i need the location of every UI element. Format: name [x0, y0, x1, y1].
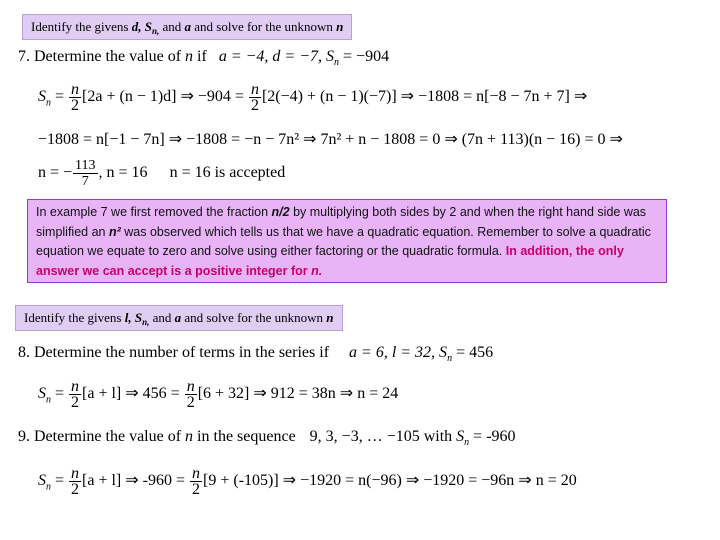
q9-prompt: 9. Determine the value of — [18, 428, 186, 445]
sn-sub: n — [46, 97, 51, 109]
frac-den: 2 — [71, 97, 80, 114]
q7-mid: if — [193, 48, 211, 65]
q7-givens-end: = −904 — [339, 48, 390, 65]
note-text: by multiplying both sides by 2 and when the right hand side was simplified an — [36, 205, 647, 239]
equals: = — [55, 472, 69, 490]
sn-symbol: S — [38, 472, 46, 490]
q7-line-1-part-c: [2a + (n − 1)d] ⇒ −904 = — [82, 88, 248, 106]
frac-num: 113 — [75, 158, 96, 173]
q9-given-end: = -960 — [469, 428, 516, 445]
question-9 — [18, 428, 516, 448]
fraction-n-over-2 — [69, 466, 81, 497]
frac-den: 2 — [186, 394, 195, 411]
banner-text: Identify the givens — [24, 310, 125, 325]
q9-mid: in the sequence — [193, 428, 300, 445]
fraction-n-over-2 — [69, 379, 81, 410]
givens-banner-2 — [15, 305, 343, 331]
sn-sub: n — [464, 437, 470, 449]
question-7 — [18, 48, 389, 68]
frac-den: 2 — [71, 394, 80, 411]
q7-givens — [218, 48, 390, 69]
frac-num: n — [71, 465, 80, 482]
banner-text: and solve for the unknown — [181, 310, 327, 325]
frac-num: n — [71, 378, 80, 395]
banner-var-a: a — [174, 310, 182, 325]
q7-root-1-prefix: n = − — [38, 164, 73, 182]
banner-var-n: n — [326, 310, 334, 325]
q8-givens-end: = 456 — [452, 344, 494, 361]
banner-var-n: n — [336, 19, 344, 34]
explanation-note — [27, 199, 667, 283]
q8-eq-part-c: [6 + 32] ⇒ 912 = 38n ⇒ n = 24 — [197, 385, 399, 403]
banner-text: and solve for the unknown — [191, 19, 337, 34]
fraction-n-over-2 — [185, 379, 197, 410]
q7-prompt: 7. Determine the value of — [18, 48, 186, 65]
note-text: In example 7 we first removed the fraction — [36, 205, 272, 219]
q8-eq-part-b: [a + l] ⇒ 456 = — [82, 385, 184, 403]
frac-num: n — [192, 465, 201, 482]
note-n-squared: n² — [108, 224, 121, 239]
banner-sub: n, — [142, 317, 150, 327]
note-text: was observed which tells us that we have a quadratic equation. Remember to solve a quadratic equation we equate to zero and solve using either factoring or the quadratic formula. — [36, 224, 651, 258]
fraction-113-over-7 — [73, 158, 97, 189]
q9-var: n — [185, 428, 194, 445]
banner-text: and — [149, 310, 175, 325]
givens-banner-1 — [22, 14, 352, 40]
q9-eq-part-b: [a + l] ⇒ -960 = — [82, 472, 190, 490]
q7-accepted: n = 16 is accepted — [169, 164, 286, 182]
q7-root-2: , n = 16 — [98, 164, 148, 182]
frac-den: 2 — [71, 481, 80, 498]
equals: = — [55, 88, 69, 106]
sn-sub: n — [46, 394, 51, 406]
q7-line-1-part-d: [2(−4) + (n − 1)(−7)] ⇒ −1808 = n[−8 − 7n + 7] ⇒ — [261, 88, 588, 106]
q7-givens-sub: n — [334, 57, 340, 69]
note-highlight: In addition, the only answer we can accept is a positive integer for — [36, 244, 624, 278]
q9-sequence: 9, 3, −3, … −105 — [309, 428, 420, 445]
q9-equation — [38, 466, 577, 497]
banner-sub: n, — [151, 26, 160, 36]
sn-sub: n — [46, 481, 51, 493]
frac-den: 7 — [81, 174, 89, 189]
frac-den: 2 — [250, 97, 259, 114]
note-fraction: n/2 — [271, 205, 290, 219]
q8-prompt: 8. Determine the number of terms in the series if — [18, 344, 330, 361]
banner-text: Identify the givens — [31, 19, 132, 34]
q7-givens-text: a = −4, d = −7, S — [218, 48, 335, 65]
frac-num: n — [71, 81, 80, 98]
banner-vars: l, S — [124, 310, 143, 325]
q7-line-3 — [38, 158, 285, 189]
fraction-n-over-2 — [249, 82, 261, 113]
q8-givens — [349, 344, 494, 365]
q8-equation — [38, 379, 398, 410]
sn-symbol: S — [38, 385, 46, 403]
q7-line-2 — [38, 129, 623, 149]
q8-givens-text: a = 6, l = 32, S — [349, 344, 448, 361]
banner-var-a: a — [184, 19, 192, 34]
q7-var: n — [185, 48, 194, 65]
q9-eq-part-c: [9 + (-105)] ⇒ −1920 = n(−96) ⇒ −1920 = −96n ⇒ n = 20 — [203, 472, 577, 490]
equals: = — [55, 385, 69, 403]
sn-symbol: S — [38, 88, 46, 106]
q9-with: with — [419, 428, 457, 445]
fraction-n-over-2 — [190, 466, 202, 497]
q7-line-2-text: −1808 = n[−1 − 7n] ⇒ −1808 = −n − 7n² ⇒ 7n² + n − 1808 = 0 ⇒ (7n + 113)(n − 16) = 0 ⇒ — [38, 131, 623, 148]
frac-num: n — [250, 81, 259, 98]
question-8 — [18, 344, 493, 364]
fraction-n-over-2 — [69, 82, 81, 113]
q7-line-1 — [38, 82, 587, 113]
q8-givens-sub: n — [447, 353, 453, 365]
frac-den: 2 — [192, 481, 201, 498]
banner-vars: d, S — [131, 19, 152, 34]
banner-text: and — [159, 19, 185, 34]
note-highlight-n: n. — [311, 263, 323, 278]
frac-num: n — [186, 378, 195, 395]
sn-symbol: S — [456, 428, 465, 445]
